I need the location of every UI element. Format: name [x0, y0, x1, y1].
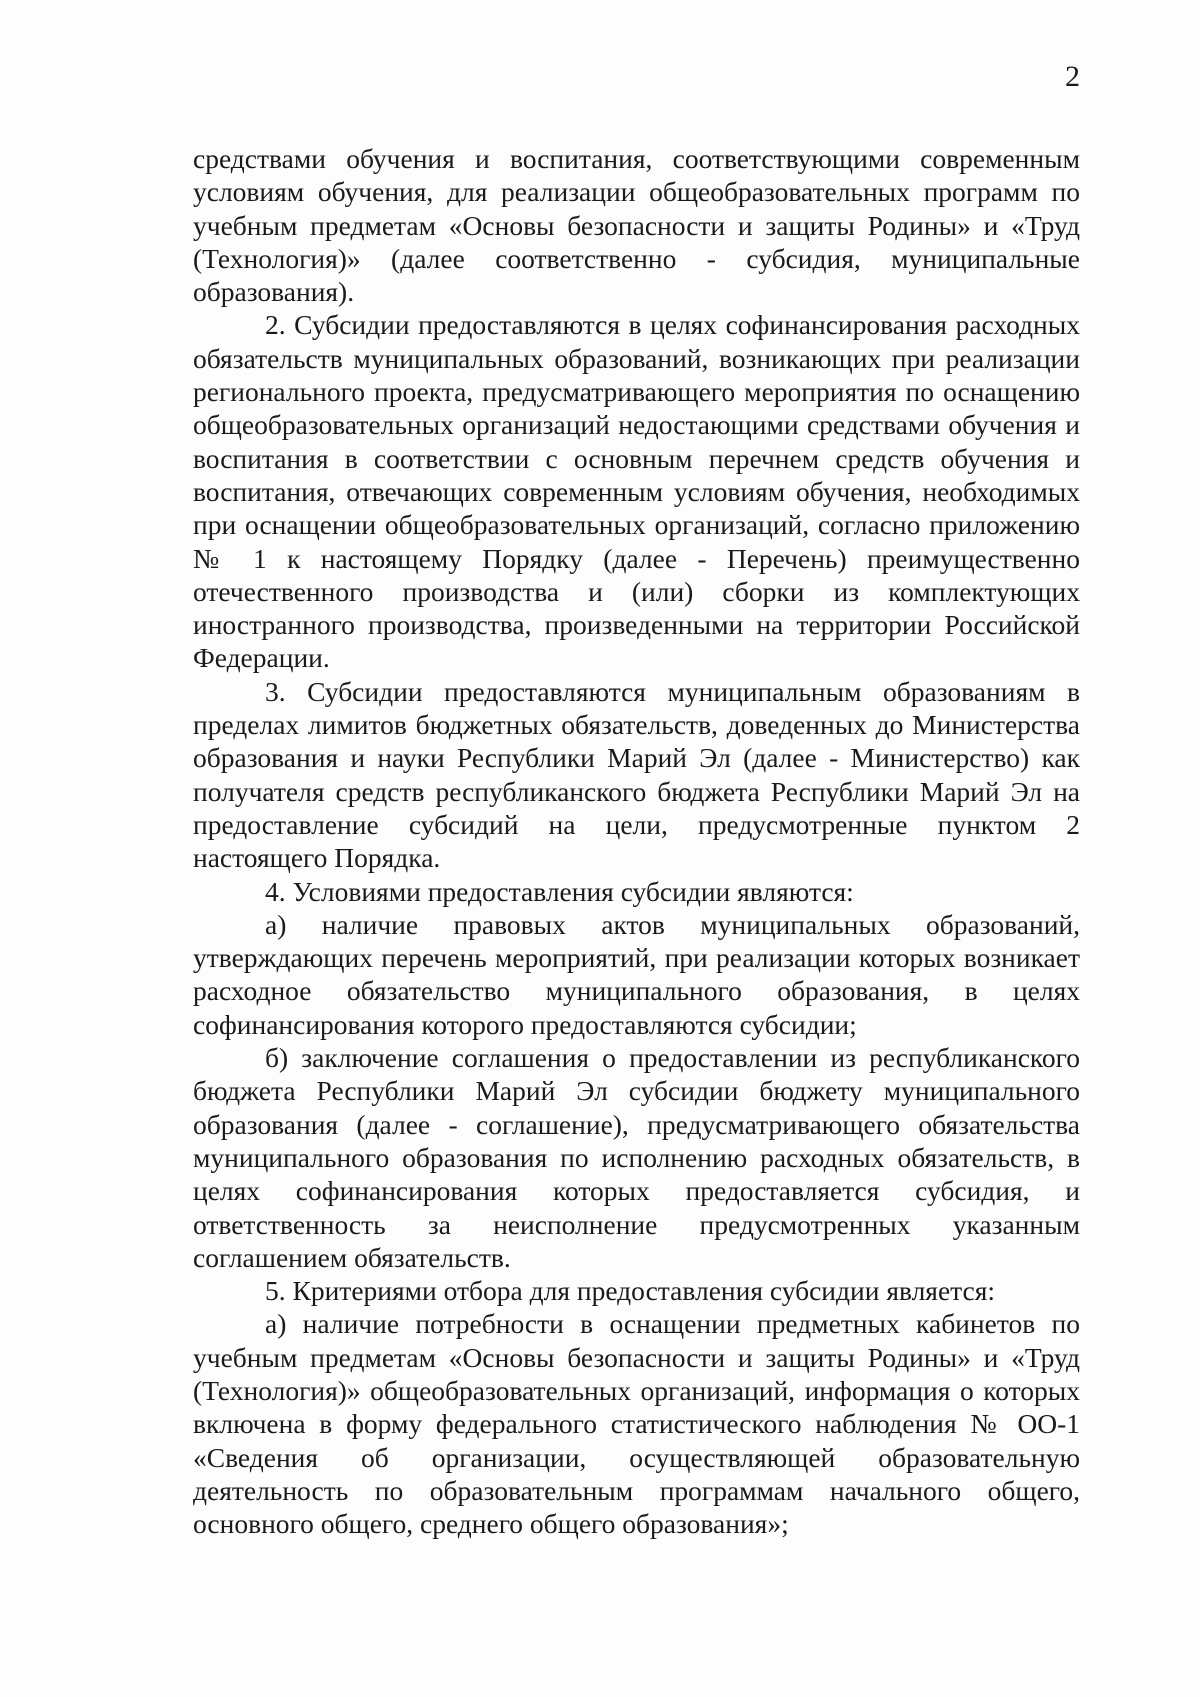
paragraph-item-3: 3. Субсидии предоставляются муниципальным образованиям в пределах лимитов бюджетных обязательств, доведенных до Министерства образования и науки Республики Марий Эл (далее - Министерство) как получателя средств республиканского бюджета Республики Марий Эл на предоставление субсидий на цели, предусмотренные пунктом 2 настоящего Порядка. — [193, 675, 1080, 874]
page-number: 2 — [1065, 60, 1080, 93]
document-body — [193, 142, 1080, 1540]
paragraph-item-4a: а) наличие правовых актов муниципальных образований, утверждающих перечень мероприятий, при реализации которых возникает расходное обязательство муниципального образования, в целях софинансирования которого предоставляются субсидии; — [193, 908, 1080, 1040]
paragraph-item-2: 2. Субсидии предоставляются в целях софинансирования расходных обязательств муниципальных образований, возникающих при реализации регионального проекта, предусматривающего мероприятия по оснащению общеобразовательных организаций недостающими средствами обучения и воспитания в соответствии с основным перечнем средств обучения и воспитания, отвечающих современным условиям обучения, необходимых при оснащении общеобразовательных организаций, согласно приложению № 1 к настоящему Порядку (далее - Перечень) преимущественно отечественного производства и (или) сборки из комплектующих иностранного производства, произведенными на территории Российской Федерации. — [193, 309, 1080, 674]
paragraph-item-5: 5. Критериями отбора для предоставления субсидии является: — [265, 1275, 996, 1307]
paragraph-item-5a: а) наличие потребности в оснащении предметных кабинетов по учебным предметам «Основы безопасности и защиты Родины» и «Труд (Технология)» общеобразовательных организаций, информация о которых включена в форму федерального статистического наблюдения № ОО-1 «Сведения об организации, осуществляющей образовательную деятельность по образовательным программам начального общего, основного общего, среднего общего образования»; — [193, 1308, 1080, 1540]
paragraph-item-4: 4. Условиями предоставления субсидии являются: — [265, 875, 854, 907]
paragraph-continuation: средствами обучения и воспитания, соответствующими современным условиям обучения, для реализации общеобразовательных программ по учебным предметам «Основы безопасности и защиты Родины» и «Труд (Технология)» (далее соответственно - субсидия, муниципальные образования). — [193, 143, 1080, 308]
paragraph-item-4b: б) заключение соглашения о предоставлении из республиканского бюджета Республики Марий Эл субсидии бюджету муниципального образования (далее - соглашение), предусматривающего обязательства муниципального образования по исполнению расходных обязательств, в целях софинансирования которых предоставляется субсидия, и ответственность за неисполнение предусмотренных указанным соглашением обязательств. — [193, 1042, 1080, 1273]
